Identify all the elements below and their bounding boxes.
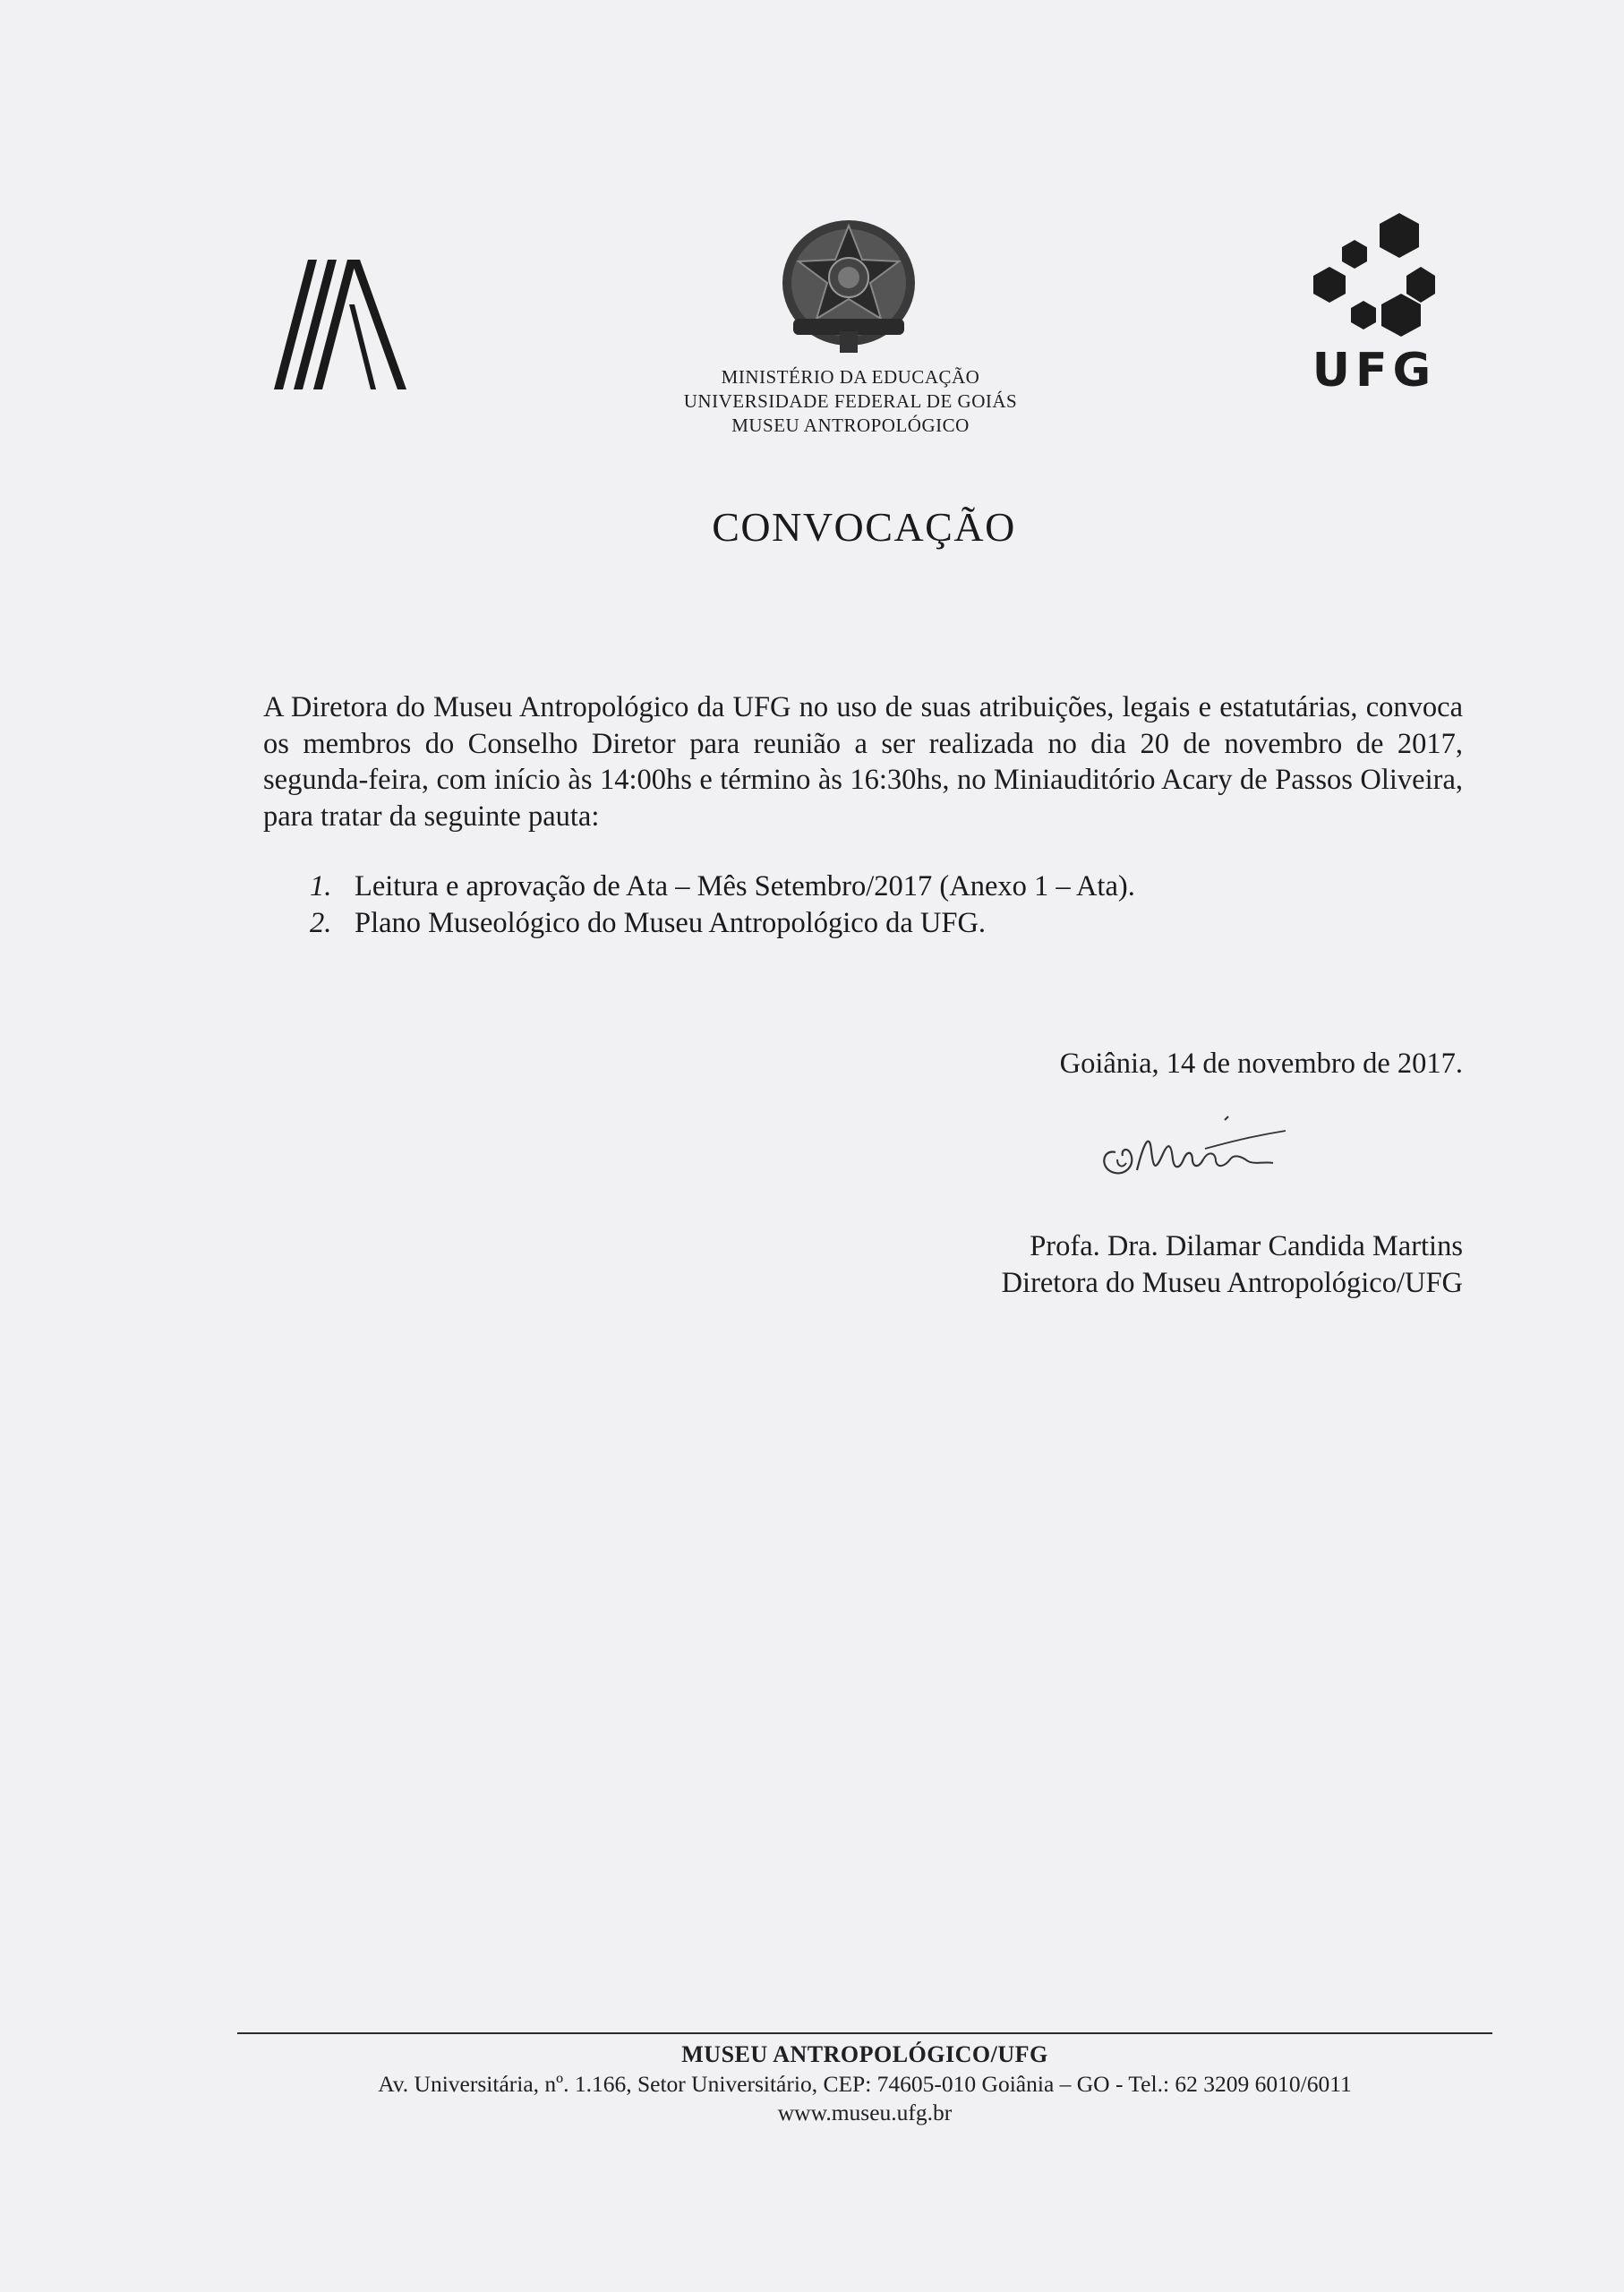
convocation-body: A Diretora do Museu Antropológico da UFG no uso de suas atribuições, legais e estatutárias, convoca os membros do Conselho Diretor para reunião a ser realizada no dia 20 de novembro de 2017, segunda-feira, com início às 14:00hs e término às 16:30hs, no Miniauditório Acary de Passos Oliveira, para tratar da seguinte pauta: (263, 691, 1463, 833)
signer-block (806, 1228, 1463, 1301)
agenda-item-number: 1. (310, 870, 332, 902)
date-line: Goiânia, 14 de novembro de 2017. (1059, 1048, 1463, 1080)
agenda-item-text: Plano Museológico do Museu Antropológico da UFG. (355, 906, 987, 939)
institution-line-ministry: MINISTÉRIO DA EDUCAÇÃO (721, 366, 980, 388)
institution-header (537, 365, 1164, 438)
brazil-coat-of-arms-icon (775, 213, 922, 356)
signer-name: Profa. Dra. Dilamar Candida Martins (1030, 1230, 1463, 1262)
handwritten-signature-icon (1090, 1097, 1296, 1195)
signer-role: Diretora do Museu Antropológico/UFG (1001, 1266, 1463, 1299)
agenda-item (310, 868, 1474, 905)
ufg-logo-text: UFG (1312, 344, 1437, 398)
agenda-item-number: 2. (310, 906, 332, 939)
museu-antropologico-logo-icon (261, 260, 414, 389)
footer (237, 2040, 1492, 2127)
footer-divider (237, 2032, 1492, 2034)
ufg-hexagons-logo-icon (1312, 213, 1437, 338)
footer-title: MUSEU ANTROPOLÓGICO/UFG (681, 2041, 1048, 2067)
institution-line-university: UNIVERSIDADE FEDERAL DE GOIÁS (683, 390, 1018, 412)
footer-address: Av. Universitária, nº. 1.166, Setor Universitário, CEP: 74605-010 Goiânia – GO - Tel.: 62 3209 6010/6011 (378, 2071, 1352, 2097)
agenda-item (310, 905, 1474, 942)
agenda-item-text: Leitura e aprovação de Ata – Mês Setembro/2017 (Anexo 1 – Ata). (355, 870, 1135, 902)
institution-line-museum: MUSEU ANTROPOLÓGICO (731, 415, 970, 436)
agenda-list (310, 868, 1474, 941)
document-title: CONVOCAÇÃO (712, 504, 1016, 550)
footer-website-link[interactable]: www.museu.ufg.br (777, 2100, 953, 2125)
